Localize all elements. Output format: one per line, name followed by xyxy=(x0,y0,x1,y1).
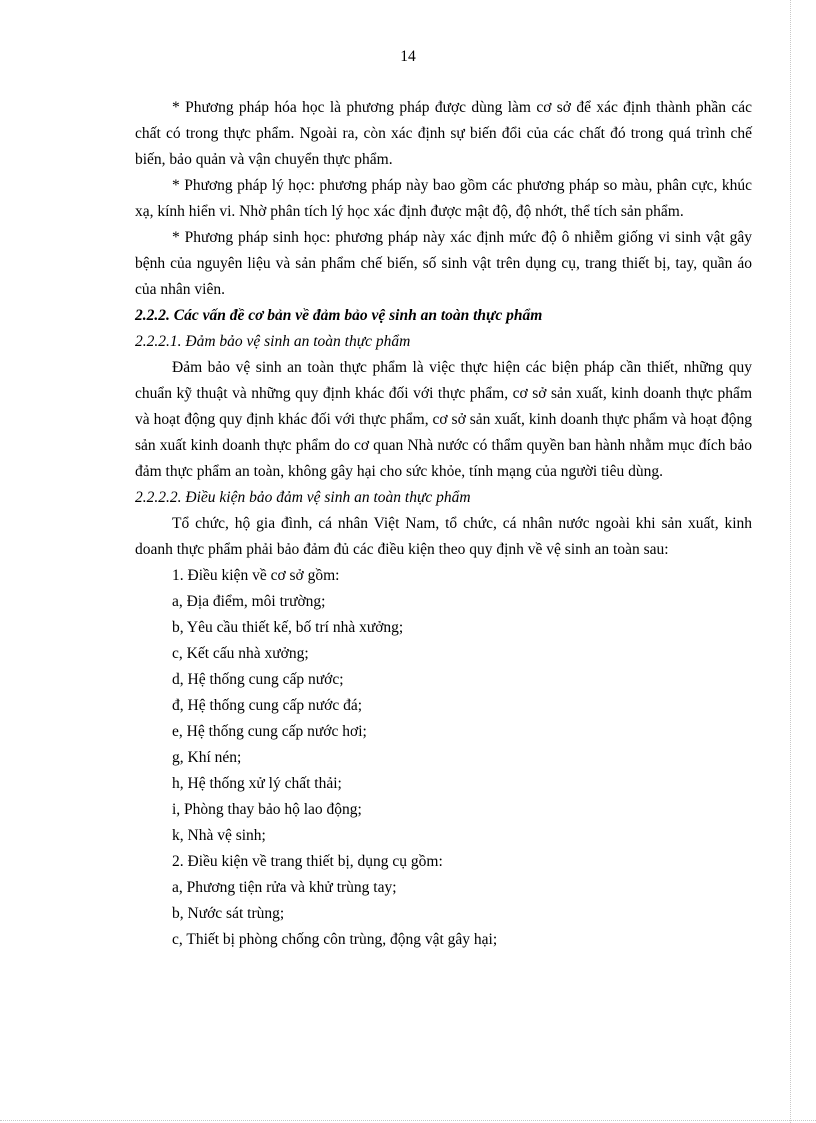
list-item: c, Kết cấu nhà xưởng; xyxy=(172,645,309,662)
page-number: 14 xyxy=(400,48,416,65)
paragraph-physical-method: * Phương pháp lý học: phương pháp này bao gồm các phương pháp so màu, phân cực, khúc xạ, kính hiển vi. Nhờ phân tích lý học xác định được mật độ, độ nhớt, thể tích sản phẩm. xyxy=(135,177,752,220)
page-edge-rule-right xyxy=(790,0,791,1123)
paragraph-conditions-intro: Tổ chức, hộ gia đình, cá nhân Việt Nam, tổ chức, cá nhân nước ngoài khi sản xuất, kinh doanh thực phẩm phải bảo đảm đủ các điều kiện theo quy định về vệ sinh an toàn sau: xyxy=(135,515,752,558)
paragraph-biological-method: * Phương pháp sinh học: phương pháp này xác định mức độ ô nhiễm giống vi sinh vật gây bệnh của nguyên liệu và sản phẩm chế biến, số sinh vật trên dụng cụ, trang thiết bị, tay, quần áo của nhân viên. xyxy=(135,229,752,298)
list-item: d, Hệ thống cung cấp nước; xyxy=(172,671,344,688)
list-item: i, Phòng thay bảo hộ lao động; xyxy=(172,801,362,818)
list-item: g, Khí nén; xyxy=(172,749,242,766)
list-item: a, Địa điểm, môi trường; xyxy=(172,593,326,610)
section-heading-2-2-2: 2.2.2. Các vấn đề cơ bản về đảm bảo vệ sinh an toàn thực phẩm xyxy=(135,307,543,324)
section-heading-2-2-2-1: 2.2.2.1. Đảm bảo vệ sinh an toàn thực phẩm xyxy=(135,333,411,350)
list-item: 1. Điều kiện về cơ sở gồm: xyxy=(172,567,340,584)
section-heading-2-2-2-2: 2.2.2.2. Điều kiện bảo đảm vệ sinh an toàn thực phẩm xyxy=(135,489,471,506)
list-item: e, Hệ thống cung cấp nước hơi; xyxy=(172,723,367,740)
list-item: b, Yêu cầu thiết kế, bố trí nhà xưởng; xyxy=(172,619,404,636)
paragraph-chemical-method: * Phương pháp hóa học là phương pháp được dùng làm cơ sở để xác định thành phần các chất có trong thực phẩm. Ngoài ra, còn xác định sự biến đổi của các chất đó trong quá trình chế biến, bảo quản và vận chuyển thực phẩm. xyxy=(135,99,752,168)
list-item: h, Hệ thống xử lý chất thải; xyxy=(172,775,342,792)
paragraph-food-safety-definition: Đảm bảo vệ sinh an toàn thực phẩm là việc thực hiện các biện pháp cần thiết, những quy chuẩn kỹ thuật và những quy định khác đối với thực phẩm, cơ sở sản xuất, kinh doanh thực phẩm và hoạt động quy định khác đối với thực phẩm, cơ sở sản xuất, kinh doanh thực phẩm và hoạt động sản xuất kinh doanh thực phẩm do cơ quan Nhà nước có thẩm quyền ban hành nhằm mục đích bảo đảm thực phẩm an toàn, không gây hại cho sức khỏe, tính mạng của người tiêu dùng. xyxy=(135,359,752,480)
list-item: a, Phương tiện rửa và khử trùng tay; xyxy=(172,879,397,896)
list-item: c, Thiết bị phòng chống côn trùng, động vật gây hại; xyxy=(172,931,498,948)
list-item: 2. Điều kiện về trang thiết bị, dụng cụ gồm: xyxy=(172,853,443,870)
list-item: b, Nước sát trùng; xyxy=(172,905,285,922)
list-item: k, Nhà vệ sinh; xyxy=(172,827,266,844)
page-edge-rule-bottom xyxy=(0,1120,816,1121)
list-item: đ, Hệ thống cung cấp nước đá; xyxy=(172,697,363,714)
page-content xyxy=(135,95,752,953)
